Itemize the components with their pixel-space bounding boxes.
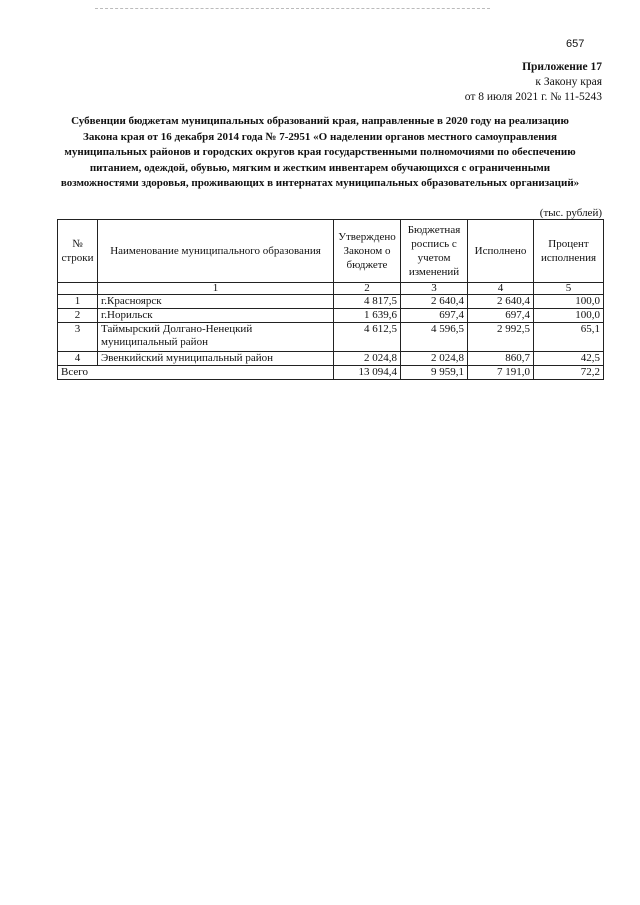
approved-value: 1 639,6 — [334, 309, 401, 323]
column-number: 4 — [468, 283, 534, 295]
row-number: 3 — [58, 323, 98, 352]
budget-value: 697,4 — [401, 309, 468, 323]
municipality-name: г.Красноярск — [98, 295, 334, 309]
executed-value: 860,7 — [468, 352, 534, 366]
executed-value: 2 992,5 — [468, 323, 534, 352]
total-percent: 72,2 — [534, 366, 604, 380]
row-number: 4 — [58, 352, 98, 366]
subventions-table — [57, 219, 604, 380]
approved-value: 2 024,8 — [334, 352, 401, 366]
table-row — [58, 309, 604, 323]
column-number: 3 — [401, 283, 468, 295]
municipality-name: г.Норильск — [98, 309, 334, 323]
total-approved: 13 094,4 — [334, 366, 401, 380]
header-percent: Процент исполнения — [534, 220, 604, 283]
header-budget-schedule: Бюджетная роспись с учетом изменений — [401, 220, 468, 283]
percent-value: 100,0 — [534, 309, 604, 323]
title-line: питанием, одеждой, обувью, мягким и жестким инвентарем обучающихся с ограниченными — [89, 161, 551, 174]
approved-value: 4 612,5 — [334, 323, 401, 352]
appendix-title: Приложение 17 — [522, 61, 602, 73]
table-row — [58, 352, 604, 366]
approved-value: 4 817,5 — [334, 295, 401, 309]
municipality-name: Таймырский Долгано-Ненецкий муниципальный район — [98, 323, 334, 352]
header-approved: Утверждено Законом о бюджете — [334, 220, 401, 283]
total-executed: 7 191,0 — [468, 366, 534, 380]
column-number: 2 — [334, 283, 401, 295]
column-number-blank — [58, 283, 98, 295]
column-number-row — [58, 283, 604, 295]
units-label: (тыс. рублей) — [539, 207, 602, 219]
budget-value: 2 024,8 — [401, 352, 468, 366]
header-executed: Исполнено — [468, 220, 534, 283]
percent-value: 100,0 — [534, 295, 604, 309]
total-budget: 9 959,1 — [401, 366, 468, 380]
header-row-number: № строки — [58, 220, 98, 283]
municipality-name: Эвенкийский муниципальный район — [98, 352, 334, 366]
executed-value: 2 640,4 — [468, 295, 534, 309]
title-line: Закона края от 16 декабря 2014 года № 7-2951 «О наделении органов местного самоуправления — [83, 130, 557, 143]
percent-value: 65,1 — [534, 323, 604, 352]
percent-value: 42,5 — [534, 352, 604, 366]
budget-value: 4 596,5 — [401, 323, 468, 352]
page-number: 657 — [566, 38, 585, 50]
top-edge-line — [95, 8, 490, 9]
executed-value: 697,4 — [468, 309, 534, 323]
document-title — [40, 114, 600, 192]
header-municipality: Наименование муниципального образования — [98, 220, 334, 283]
table-row — [58, 295, 604, 309]
title-line: Субвенции бюджетам муниципальных образований края, направленные в 2020 году на реализацию — [71, 115, 569, 127]
title-line: возможностями здоровья, проживающих в интернатах муниципальных образовательных организаций» — [60, 177, 580, 189]
title-line: муниципальных районов и городских округов края государственными полномочиями по обеспечению — [64, 146, 576, 158]
budget-value: 2 640,4 — [401, 295, 468, 309]
row-number: 2 — [58, 309, 98, 323]
table-row — [58, 323, 604, 352]
appendix-header — [465, 60, 602, 105]
column-number: 5 — [534, 283, 604, 295]
appendix-law-ref: к Закону края — [535, 76, 602, 88]
total-label: Всего — [58, 366, 334, 380]
row-number: 1 — [58, 295, 98, 309]
table-header-row — [58, 220, 604, 283]
appendix-date: от 8 июля 2021 г. № 11-5243 — [464, 91, 602, 103]
table-total-row — [58, 366, 604, 380]
column-number: 1 — [98, 283, 334, 295]
